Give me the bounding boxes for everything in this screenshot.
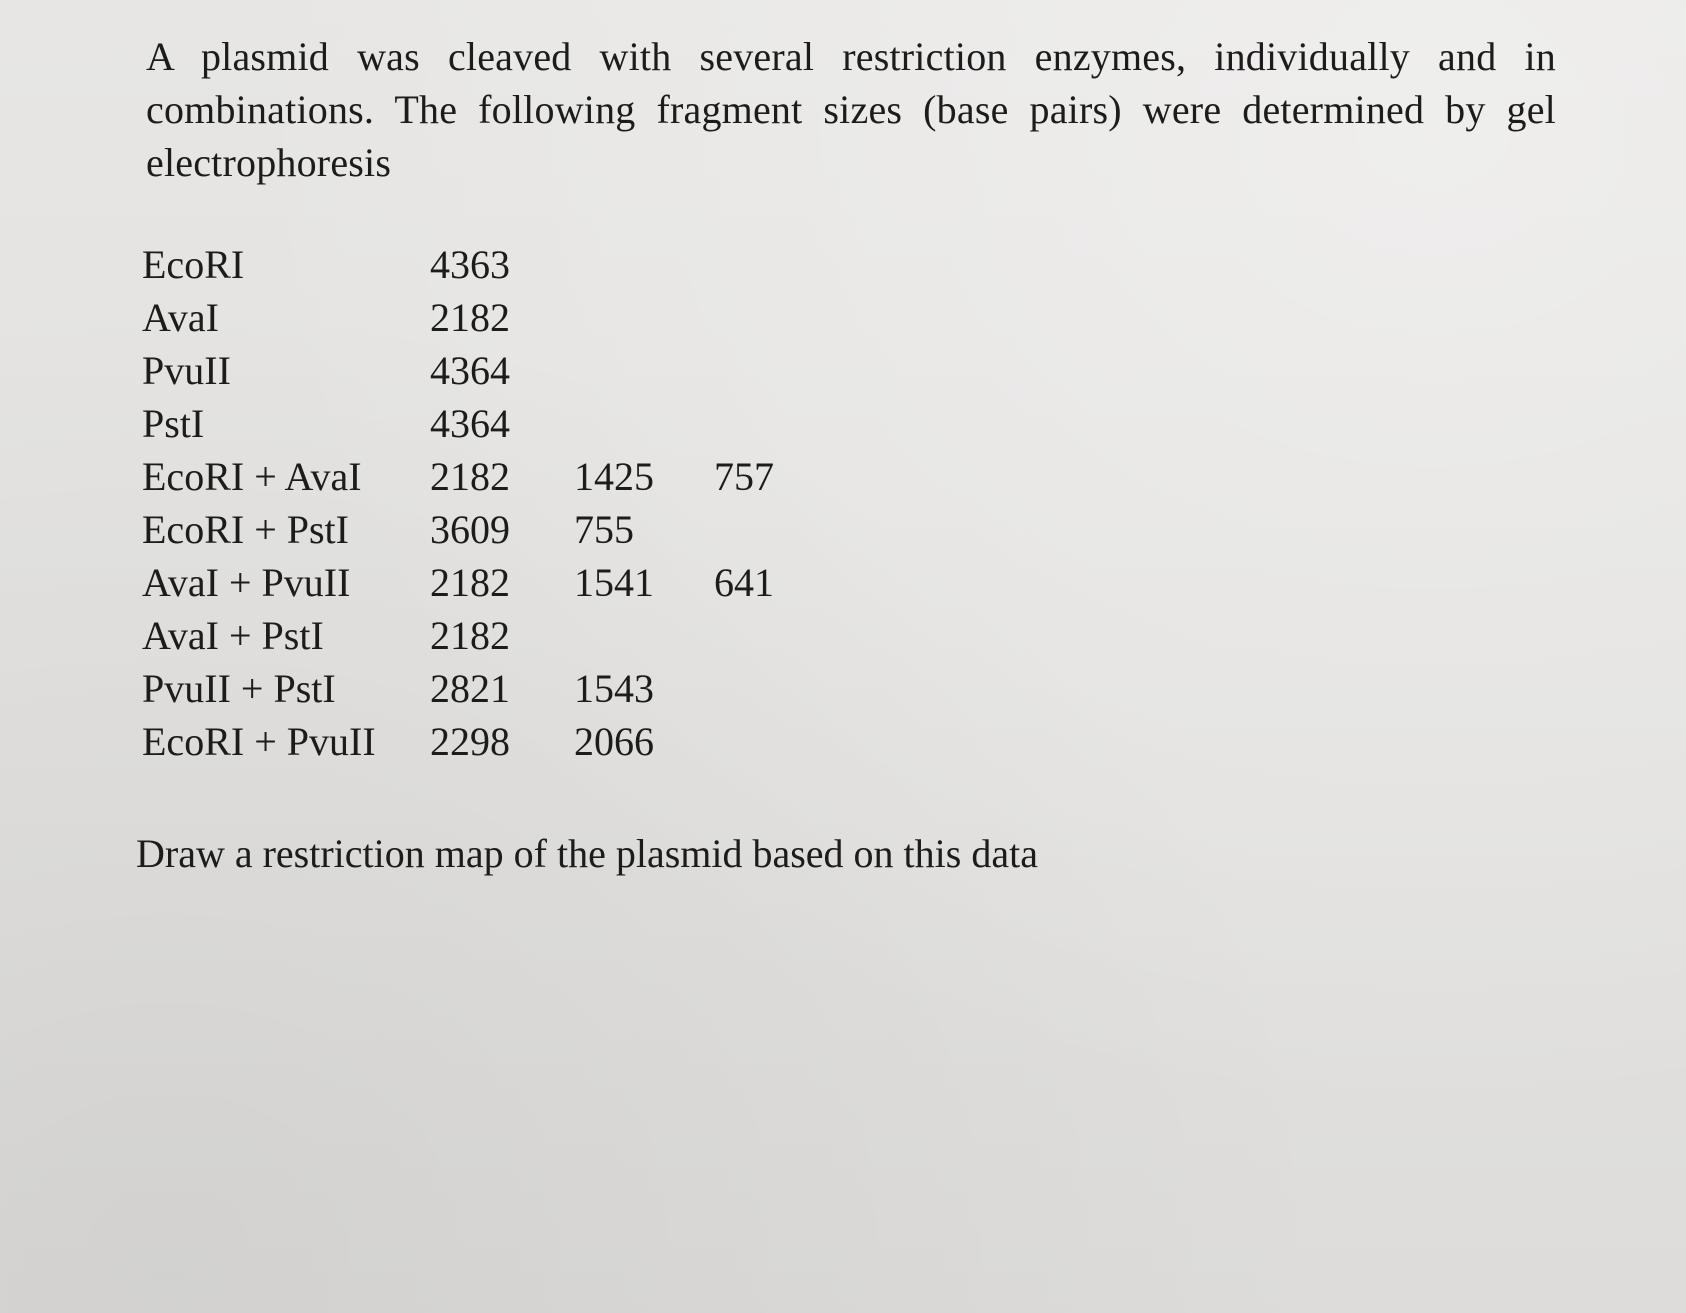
- enzyme-label: PvuII: [142, 348, 231, 393]
- enzyme-label: AvaI + PstI: [142, 613, 324, 658]
- fragment-size: 2182: [430, 454, 510, 499]
- fragment-size: 4364: [430, 348, 510, 393]
- enzyme-label: AvaI: [142, 295, 219, 340]
- fragment-size: 3609: [430, 507, 510, 552]
- fragment-size: 2182: [430, 560, 510, 605]
- enzyme-label: EcoRI + PstI: [142, 507, 349, 552]
- fragment-size: 1425: [574, 454, 654, 499]
- fragment-size: 2298: [430, 719, 510, 764]
- fragment-size: 4363: [430, 242, 510, 287]
- fragment-size: 2821: [430, 666, 510, 711]
- enzyme-label: EcoRI: [142, 242, 245, 287]
- enzyme-label: EcoRI + AvaI: [142, 454, 362, 499]
- fragment-size: 1543: [574, 666, 654, 711]
- fragment-size: 4364: [430, 401, 510, 446]
- fragment-size: 2182: [430, 613, 510, 658]
- fragment-size: 757: [714, 454, 774, 499]
- enzyme-label: EcoRI + PvuII: [142, 719, 376, 764]
- fragment-size: 755: [574, 507, 634, 552]
- fragment-size: 1541: [574, 560, 654, 605]
- enzyme-label: PstI: [142, 401, 205, 446]
- enzyme-label: PvuII + PstI: [142, 666, 336, 711]
- question-text: Draw a restriction map of the plasmid based on this data: [136, 831, 1038, 876]
- fragment-size: 2066: [574, 719, 654, 764]
- fragment-size: 2182: [430, 295, 510, 340]
- intro-paragraph: A plasmid was cleaved with several restriction enzymes, individually and in combinations. The following fragment sizes (base pairs) were determined by gel electrophoresis: [146, 34, 1556, 185]
- enzyme-label: AvaI + PvuII: [142, 560, 351, 605]
- fragment-size: 641: [714, 560, 774, 605]
